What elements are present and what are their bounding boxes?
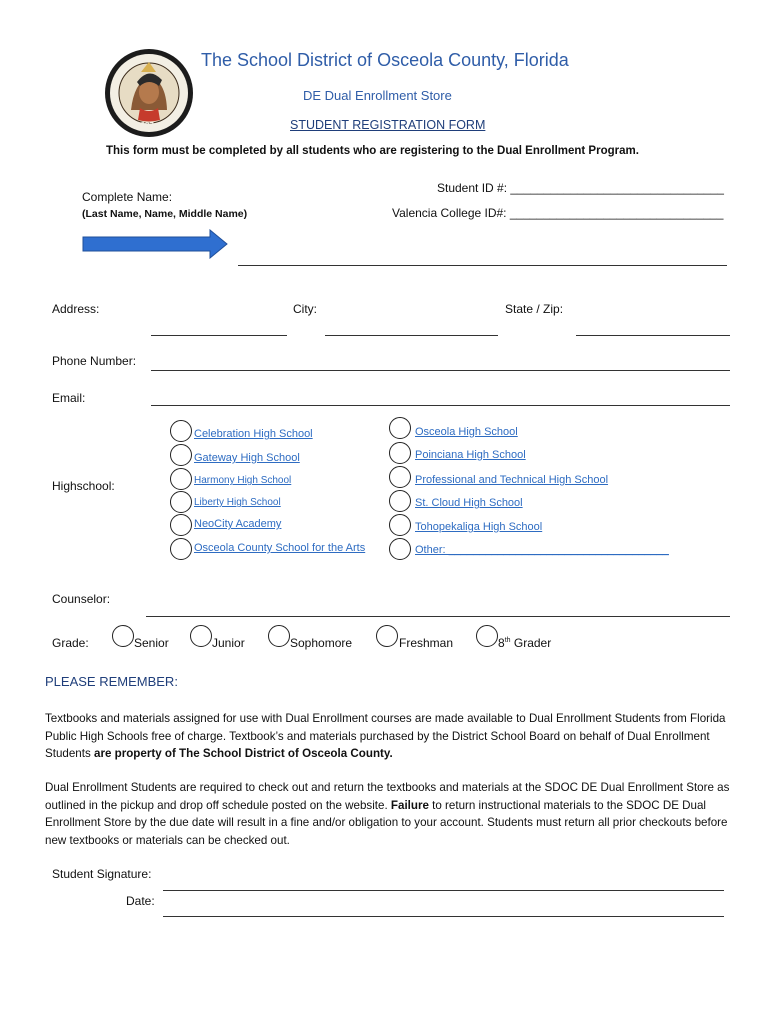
phone-input-line[interactable] xyxy=(151,370,730,371)
school-option-liberty[interactable]: Liberty High School xyxy=(194,497,281,508)
page-subtitle: DE Dual Enrollment Store xyxy=(303,88,452,103)
remember-p1-text: Textbooks and materials assigned for use with Dual Enrollment courses are made available to Dual Enrollment Students from Florida Public High Schools free of charge. Textbook’s and materials purchased by the District School Board on behalf of Dual Enrollment Students xyxy=(45,712,726,760)
radio-poinciana[interactable] xyxy=(389,442,411,464)
school-option-neocity[interactable]: NeoCity Academy xyxy=(194,518,282,530)
radio-liberty[interactable] xyxy=(170,491,192,513)
radio-tohopekaliga[interactable] xyxy=(389,514,411,536)
school-option-tohopekaliga[interactable]: Tohopekaliga High School xyxy=(415,521,543,533)
phone-label: Phone Number: xyxy=(52,354,137,368)
school-option-other[interactable]: Other: ____________________________________ xyxy=(415,544,669,556)
signature-label: Student Signature: xyxy=(52,867,152,881)
address-input-line[interactable] xyxy=(151,335,287,336)
page-title: The School District of Osceola County, Florida xyxy=(201,50,569,70)
radio-professional[interactable] xyxy=(389,466,411,488)
eighth-superscript: th xyxy=(504,637,511,644)
remember-heading: PLEASE REMEMBER: xyxy=(45,674,178,689)
grade-option-eighth[interactable] xyxy=(498,636,551,650)
grade-option-junior[interactable]: Junior xyxy=(212,636,245,650)
radio-senior[interactable] xyxy=(112,625,134,647)
name-input-line[interactable] xyxy=(238,265,727,266)
school-option-stcloud[interactable]: St. Cloud High School xyxy=(415,497,523,509)
school-option-arts[interactable]: Osceola County School for the Arts xyxy=(194,542,366,554)
radio-eighth[interactable] xyxy=(476,625,498,647)
radio-osceola[interactable] xyxy=(389,417,411,439)
form-title: STUDENT REGISTRATION FORM xyxy=(290,118,486,132)
remember-p2-bold: Failure xyxy=(390,798,429,812)
radio-freshman[interactable] xyxy=(376,625,398,647)
valencia-id-field[interactable]: Valencia College ID#: ________________________________ xyxy=(392,206,724,220)
date-label: Date: xyxy=(126,894,155,908)
grade-option-senior[interactable]: Senior xyxy=(134,636,169,650)
signature-input-line[interactable] xyxy=(163,890,724,891)
radio-neocity[interactable] xyxy=(170,514,192,536)
counselor-input-line[interactable] xyxy=(146,616,730,617)
school-option-gateway[interactable]: Gateway High School xyxy=(194,452,300,464)
state-zip-label: State / Zip: xyxy=(505,302,564,316)
remember-p2-b: to return instructional materials to the SDOC DE Dual Enrollment Store by the due date will result in a fine and/or obligation to your account. Students must return all prior checkouts before new textbooks or materials can be checked out. xyxy=(45,798,728,847)
arrow-right-icon xyxy=(82,229,228,259)
remember-p1-bold: are property of The School District of Osceola County. xyxy=(94,747,393,760)
eighth-suffix: Grader xyxy=(510,636,552,650)
address-label: Address: xyxy=(52,302,100,316)
school-option-poinciana[interactable]: Poinciana High School xyxy=(415,449,526,461)
radio-celebration[interactable] xyxy=(170,420,192,442)
seal-year: 1887 xyxy=(136,121,154,130)
state-zip-input-line[interactable] xyxy=(576,335,730,336)
city-label: City: xyxy=(293,302,317,316)
grade-option-freshman[interactable]: Freshman xyxy=(399,636,454,650)
school-option-osceola[interactable]: Osceola High School xyxy=(415,426,518,438)
highschool-label: Highschool: xyxy=(52,479,115,493)
radio-stcloud[interactable] xyxy=(389,490,411,512)
name-label: Complete Name: xyxy=(82,190,173,204)
radio-arts[interactable] xyxy=(170,538,192,560)
district-seal xyxy=(104,48,194,138)
radio-gateway[interactable] xyxy=(170,444,192,466)
eighth-number: 8 xyxy=(498,636,505,650)
counselor-label: Counselor: xyxy=(52,592,111,606)
student-id-field[interactable]: Student ID #: ________________________________ xyxy=(437,181,724,195)
name-hint: (Last Name, Name, Middle Name) xyxy=(82,208,248,220)
city-input-line[interactable] xyxy=(325,335,498,336)
date-input-line[interactable] xyxy=(163,916,724,917)
school-option-harmony[interactable]: Harmony High School xyxy=(194,475,292,486)
school-option-professional[interactable]: Professional and Technical High School xyxy=(415,474,609,486)
radio-junior[interactable] xyxy=(190,625,212,647)
grade-option-sophomore[interactable]: Sophomore xyxy=(290,636,353,650)
email-input-line[interactable] xyxy=(151,405,730,406)
remember-paragraph-1 xyxy=(45,710,735,763)
email-label: Email: xyxy=(52,391,86,405)
school-option-celebration[interactable]: Celebration High School xyxy=(194,428,313,440)
form-instruction: This form must be completed by all students who are registering to the Dual Enrollment Program. xyxy=(106,145,639,157)
remember-paragraph-2 xyxy=(45,779,735,849)
radio-sophomore[interactable] xyxy=(268,625,290,647)
radio-harmony[interactable] xyxy=(170,468,192,490)
radio-other[interactable] xyxy=(389,538,411,560)
grade-label: Grade: xyxy=(52,636,89,650)
remember-p2-a: Dual Enrollment Students are required to check out and return the textbooks and materials at the SDOC DE Dual Enrollment Store as outlined in the pickup and drop off schedule posted on the website. xyxy=(45,781,730,812)
